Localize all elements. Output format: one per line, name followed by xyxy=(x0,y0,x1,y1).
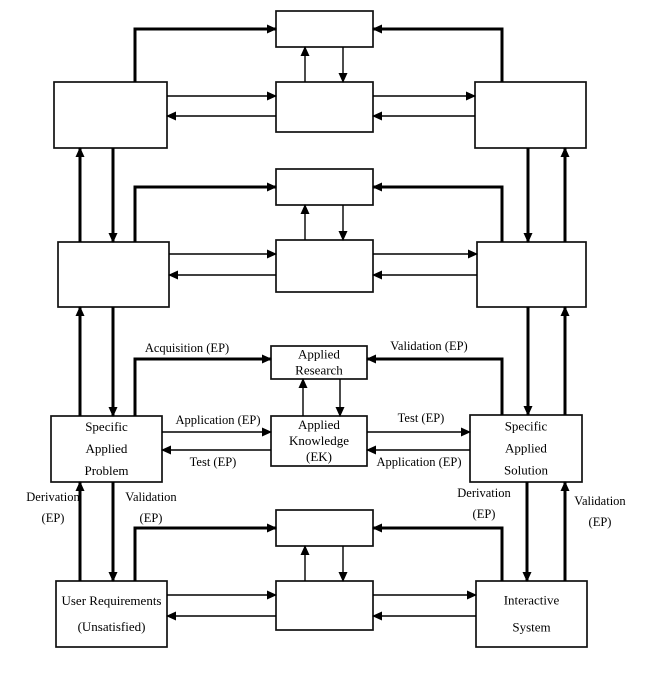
edge-label-user-req-to-problem-derivation: Derivation (EP) xyxy=(26,490,80,525)
node-tier2-right-box xyxy=(477,242,586,307)
edge-label-problem-to-user-req-validation: Validation (EP) xyxy=(125,490,177,525)
edge-label-problem-to-knowledge-application: Application (EP) xyxy=(175,413,261,427)
node-label-applied-knowledge: Applied Knowledge (EK) xyxy=(289,417,349,465)
edge-label-solution-to-knowledge-application: Application (EP) xyxy=(376,455,462,469)
node-tier1-center-box xyxy=(276,82,373,132)
node-tier2-top-box xyxy=(276,169,373,205)
edge-label-knowledge-to-solution-test: Test (EP) xyxy=(397,411,445,425)
edge-tier2-left-to-top-elbow xyxy=(135,187,276,242)
edge-label-knowledge-to-problem-test: Test (EP) xyxy=(189,455,237,469)
node-label-specific-applied-solution: Specific Applied Solution xyxy=(503,418,549,478)
node-label-specific-applied-problem: Specific Applied Problem xyxy=(84,419,129,479)
edge-label-solution-to-research-validation: Validation (EP) xyxy=(390,339,468,353)
node-tier4-top-box xyxy=(276,510,373,546)
edge-problem-to-research-acquisition xyxy=(135,359,271,416)
edge-interactive-to-tier4-top-elbow xyxy=(373,528,502,581)
node-tier2-center-box xyxy=(276,240,373,292)
nodes-layer xyxy=(51,11,587,647)
node-tier1-right-box xyxy=(475,82,586,148)
node-tier2-left-box xyxy=(58,242,169,307)
node-tier4-center-box xyxy=(276,581,373,630)
edge-tier1-left-to-top-elbow xyxy=(135,29,276,82)
node-interactive-system xyxy=(476,581,587,647)
edge-label-interactive-to-solution-validation: Validation (EP) xyxy=(574,494,626,529)
edge-label-solution-to-interactive-derivation: Derivation (EP) xyxy=(457,486,511,521)
node-label-applied-research: Applied Research xyxy=(295,346,343,378)
node-tier1-top-box xyxy=(276,11,373,47)
edge-tier2-right-to-top-elbow xyxy=(373,187,502,242)
edge-tier1-right-to-top-elbow xyxy=(373,29,502,82)
edge-user-req-to-tier4-top-elbow xyxy=(135,528,276,581)
node-tier1-left-box xyxy=(54,82,167,148)
edge-label-problem-to-research-acquisition: Acquisition (EP) xyxy=(144,341,230,355)
node-label-interactive-system: Interactive System xyxy=(503,592,560,635)
edge-solution-to-research-validation xyxy=(367,359,502,415)
node-user-requirements xyxy=(56,581,167,647)
node-label-user-requirements: User Requirements (Unsatisfied) xyxy=(61,593,162,635)
